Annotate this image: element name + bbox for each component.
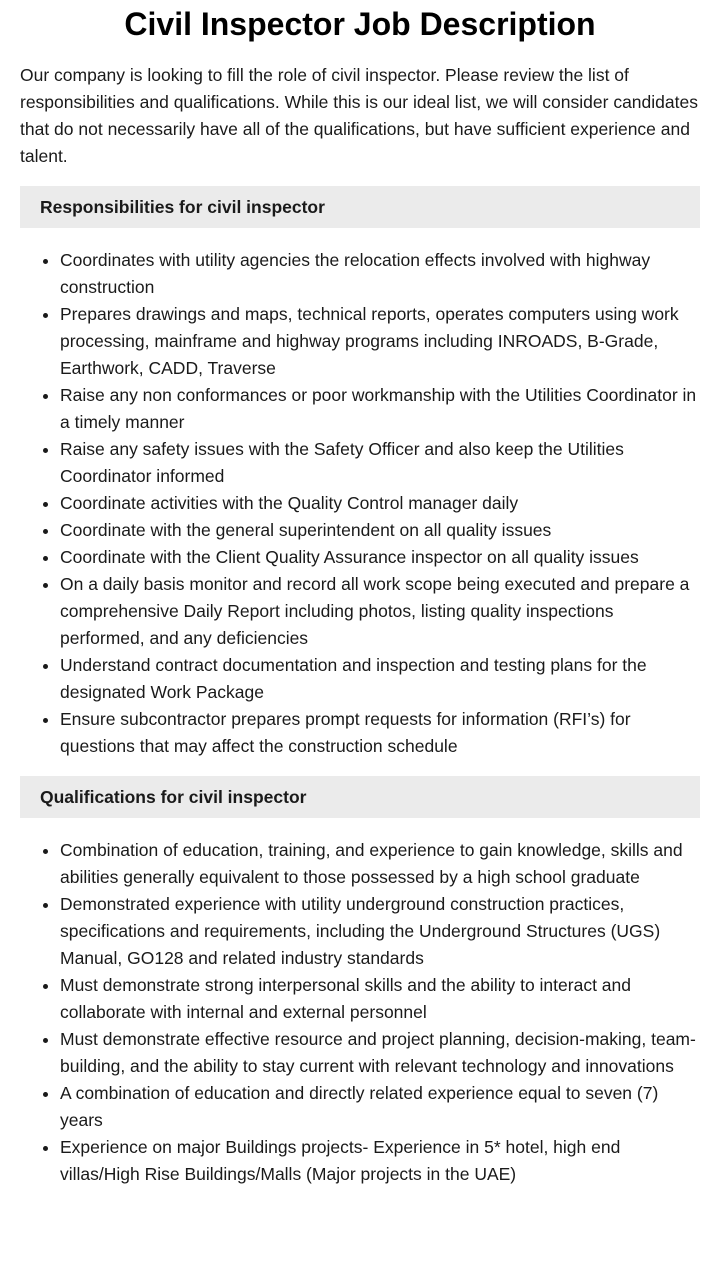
list-item: • Demonstrated experience with utility underground construction practices, specifications and requirements, including the Underground Structures (UGS) Manual, GO128 and related industry standards [60, 891, 700, 972]
list-item: • Coordinate with the general superintendent on all quality issues [60, 517, 700, 544]
list-item: • Ensure subcontractor prepares prompt requests for information (RFI’s) for questions that may affect the construction schedule [60, 706, 700, 760]
list-item: • Coordinate activities with the Quality Control manager daily [60, 490, 700, 517]
list-item: • Understand contract documentation and inspection and testing plans for the designated Work Package [60, 652, 700, 706]
list-item: • Must demonstrate effective resource and project planning, decision-making, team-building, and the ability to stay current with relevant technology and innovations [60, 1026, 700, 1080]
list-item: • Must demonstrate strong interpersonal skills and the ability to interact and collaborate with internal and external personnel [60, 972, 700, 1026]
page-title: Civil Inspector Job Description [124, 6, 596, 42]
list-item: • On a daily basis monitor and record all work scope being executed and prepare a comprehensive Daily Report including photos, listing quality inspections performed, and any deficiencies [60, 571, 700, 652]
responsibilities-list [20, 247, 700, 760]
list-item: • Raise any safety issues with the Safety Officer and also keep the Utilities Coordinator informed [60, 436, 700, 490]
list-item: • Combination of education, training, and experience to gain knowledge, skills and abilities generally equivalent to those possessed by a high school graduate [60, 837, 700, 891]
list-item: • A combination of education and directly related experience equal to seven (7) years [60, 1080, 700, 1134]
list-item: • Raise any non conformances or poor workmanship with the Utilities Coordinator in a timely manner [60, 382, 700, 436]
qualifications-list [20, 837, 700, 1188]
list-item: • Prepares drawings and maps, technical reports, operates computers using work processing, mainframe and highway programs including INROADS, B-Grade, Earthwork, CADD, Traverse [60, 301, 700, 382]
list-item: • Coordinate with the Client Quality Assurance inspector on all quality issues [60, 544, 700, 571]
responsibilities-heading: Responsibilities for civil inspector [20, 186, 700, 228]
intro-paragraph: Our company is looking to fill the role of civil inspector. Please review the list of responsibilities and qualifications. While this is our ideal list, we will consider candidates that do not necessarily have all of the qualifications, but have sufficient experience and talent. [20, 65, 698, 166]
qualifications-heading: Qualifications for civil inspector [20, 776, 700, 818]
list-item: • Experience on major Buildings projects- Experience in 5* hotel, high end villas/High Rise Buildings/Malls (Major projects in the UAE) [60, 1134, 700, 1188]
list-item: • Coordinates with utility agencies the relocation effects involved with highway construction [60, 247, 700, 301]
